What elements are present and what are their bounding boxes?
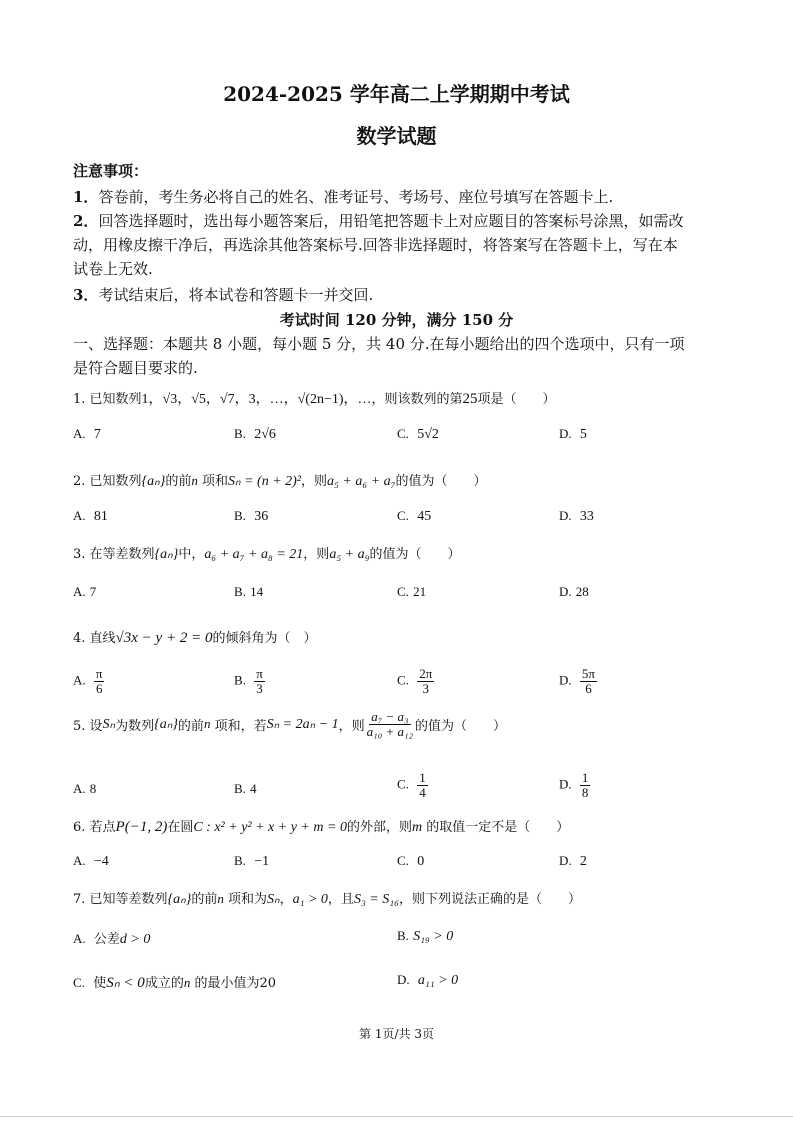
var-n: n — [203, 716, 211, 732]
q5-option-c[interactable] — [397, 771, 428, 799]
option-value: Sₙ < 0 — [106, 975, 145, 991]
sum-symbol: Sₙ — [267, 892, 280, 907]
stem-text: ，则 — [338, 718, 365, 734]
option-fraction: $\frac{1}{4}$ — [419, 770, 426, 800]
option-text: 的最小值为20 — [194, 976, 277, 991]
option-value: 28 — [575, 584, 589, 599]
option-value: 21 — [413, 584, 427, 599]
stem-text: 的值为（ ） — [415, 718, 507, 734]
stem-text: ， — [279, 892, 293, 907]
option-value: 4 — [250, 781, 257, 796]
option-value: S₁₉ > 0 — [413, 929, 454, 944]
question-7-stem — [73, 888, 581, 908]
sum-formula: Sₙ = (n + 2)² — [228, 474, 301, 489]
notice-heading: 注意事项： — [73, 162, 149, 180]
q4-option-a[interactable] — [73, 667, 104, 695]
option-value: 7 — [93, 427, 101, 442]
stem-text: ，且 — [327, 892, 354, 907]
option-fraction: $\frac{1}{8}$ — [581, 770, 589, 800]
option-label: A. — [73, 853, 86, 868]
circle-equation: C : x² + y² + x + y + m = 0 — [193, 820, 347, 835]
var-n: n — [191, 473, 198, 488]
q6-option-b[interactable] — [234, 853, 269, 870]
stem-text: ，则 — [301, 474, 328, 489]
q3-option-a[interactable] — [73, 584, 96, 600]
option-label: B. — [234, 781, 246, 796]
q5-option-b[interactable] — [234, 781, 257, 797]
option-label: C. — [397, 426, 409, 441]
stem-text: 的前 — [177, 718, 204, 734]
q3-option-c[interactable] — [397, 584, 426, 600]
option-label: D. — [559, 508, 572, 523]
option-label: B. — [234, 508, 246, 523]
option-fraction: $\frac{\pi}{6}$ — [95, 666, 103, 696]
notice-item-2-line1 — [73, 210, 683, 231]
option-label: C. — [73, 975, 85, 990]
option-fraction: $\frac{5\pi}{6}$ — [581, 666, 595, 696]
exam-title: 2024-2025 学年高二上学期期中考试 — [223, 82, 570, 106]
notice-item-text: 回答选择题时，选出每小题答案后，用铅笔把答题卡上对应题目的答案标号涂黑，如需改 — [98, 212, 684, 230]
option-value: 45 — [417, 509, 432, 524]
q3-option-d[interactable] — [559, 584, 589, 600]
option-value: 33 — [579, 509, 594, 524]
q2-option-a[interactable] — [73, 508, 108, 525]
q6-option-c[interactable] — [397, 853, 424, 870]
section-heading-line1: 一、选择题：本题共 8 小题，每小题 5 分，共 40 分.在每小题给出的四个选项中，只有一项 — [73, 335, 685, 353]
option-label: A. — [73, 781, 86, 796]
sequence-math: {aₙ} — [141, 474, 166, 489]
q7-option-a[interactable] — [73, 928, 150, 948]
stem-text: 中， — [178, 547, 205, 562]
q7-option-d[interactable] — [397, 972, 458, 989]
q1-option-b[interactable] — [234, 426, 276, 443]
stem-text: ，则 — [303, 547, 330, 562]
q4-option-c[interactable] — [397, 667, 434, 695]
option-label: D. — [559, 584, 572, 599]
option-label: A. — [73, 508, 86, 523]
q5-option-d[interactable] — [559, 771, 590, 799]
sequence-math: {aₙ} — [154, 547, 179, 562]
notice-item-2-line2: 动，用橡皮擦干净后，再选涂其他答案标号.回答非选择题时，将答案写在答题卡上，写在本 — [73, 236, 678, 254]
sequence-math: {aₙ} — [167, 892, 192, 907]
option-label: A. — [73, 426, 86, 441]
option-label: D. — [397, 972, 410, 987]
question-2-stem — [73, 470, 487, 490]
q5-option-a[interactable] — [73, 781, 96, 797]
option-label: D. — [559, 776, 572, 792]
stem-text: 1. 已知数列 — [73, 392, 142, 407]
exam-subtitle: 数学试题 — [356, 124, 437, 148]
option-value: 2√6 — [254, 427, 276, 442]
stem-text: ，则下列说法正确的是（ ） — [399, 892, 582, 907]
notice-item-text: 考试结束后，将本试卷和答题卡一并交回. — [98, 286, 374, 304]
stem-text: ，则该数列的第 — [371, 392, 463, 407]
sequence-math: {aₙ} — [154, 716, 178, 732]
notice-item-1 — [73, 186, 613, 207]
option-text: 使 — [93, 976, 107, 991]
stem-text: 3. 在等差数列 — [73, 547, 155, 562]
condition-math: Sₙ = 2aₙ − 1 — [266, 716, 339, 732]
question-4-stem — [73, 627, 316, 647]
option-value: 5√2 — [417, 427, 439, 442]
exam-info: 考试时间 120 分钟，满分 150 分 — [279, 311, 514, 329]
notice-item-text: 答卷前，考生务必将自己的姓名、准考证号、考场号、座位号填写在答题卡上. — [98, 188, 614, 206]
stem-text: 2. 已知数列 — [73, 474, 142, 489]
notice-item-3 — [73, 284, 373, 305]
option-label: B. — [234, 584, 246, 599]
condition-math: a₁ > 0 — [292, 892, 328, 907]
option-label: C. — [397, 672, 409, 688]
option-value: d > 0 — [119, 932, 151, 947]
option-fraction: $\frac{2\pi}{3}$ — [419, 666, 433, 696]
stem-text: 的值为（ ） — [369, 547, 461, 562]
notice-item-2-line3: 试卷上无效. — [73, 260, 153, 278]
q7-option-c[interactable] — [73, 972, 276, 992]
option-label: C. — [397, 853, 409, 868]
q1-option-c[interactable] — [397, 426, 439, 443]
option-label: D. — [559, 426, 572, 441]
section-heading-line2: 是符合题目要求的. — [73, 359, 198, 377]
stem-text: 的前 — [191, 892, 218, 907]
bottom-divider — [0, 1116, 793, 1117]
q3-option-b[interactable] — [234, 584, 263, 600]
option-value: 2 — [579, 854, 587, 869]
option-value: 14 — [250, 584, 264, 599]
point-math: P(−1, 2) — [115, 819, 168, 835]
q6-option-d[interactable] — [559, 853, 587, 870]
question-6-stem — [73, 816, 569, 836]
option-value: 36 — [254, 509, 269, 524]
option-value: 0 — [417, 854, 425, 869]
option-value: −1 — [254, 854, 270, 869]
option-label: B. — [397, 928, 409, 943]
option-label: C. — [397, 508, 409, 523]
notice-item-number: 2． — [73, 212, 99, 230]
q2-option-c[interactable] — [397, 508, 431, 525]
option-value: 5 — [579, 427, 587, 442]
stem-text: 的外部，则 — [346, 820, 412, 835]
option-value: a₁₁ > 0 — [417, 973, 459, 988]
q4-option-b[interactable] — [234, 667, 265, 695]
option-label: B. — [234, 853, 246, 868]
notice-item-number: 1． — [73, 188, 99, 206]
q4-option-d[interactable] — [559, 667, 597, 695]
stem-text: 的前 — [165, 474, 192, 489]
option-label: B. — [234, 672, 246, 688]
term-sum: a₅ + a₆ + a₇ — [327, 474, 396, 489]
sum-symbol: Sₙ — [102, 716, 116, 732]
option-fraction: $\frac{\pi}{3}$ — [256, 666, 263, 696]
stem-text: 为数列 — [115, 718, 155, 734]
question-5-stem — [73, 710, 506, 738]
term-sum: a₅ + a₉ — [329, 547, 370, 562]
stem-text: 的值为（ ） — [395, 474, 487, 489]
stem-text: 项是（ ） — [477, 392, 556, 407]
sequence-math: 1，√3，√5，√7，3，…，√(2n−1)，… — [141, 392, 372, 407]
stem-text: 项和为 — [227, 892, 267, 907]
q7-option-b[interactable] — [397, 928, 453, 945]
stem-text: 4. 直线 — [73, 631, 116, 646]
option-text: 公差 — [93, 932, 120, 947]
stem-text: 5. 设 — [73, 718, 103, 734]
stem-text: 7. 已知等差数列 — [73, 892, 168, 907]
ratio-fraction: $\frac{\text{a₇ − a₃}}{\text{a₁₀ + a₁₂}}$ — [366, 709, 414, 739]
option-text: 成立的 — [144, 976, 184, 991]
term-index: 25 — [462, 391, 478, 407]
option-value: 81 — [93, 509, 108, 524]
option-label: D. — [559, 853, 572, 868]
var-n: n — [183, 975, 191, 990]
option-label: B. — [234, 426, 246, 441]
q6-option-a[interactable] — [73, 853, 109, 870]
notice-item-number: 3． — [73, 286, 99, 304]
option-value: 8 — [89, 781, 97, 796]
option-label: C. — [397, 584, 409, 599]
question-3-stem — [73, 543, 461, 563]
var-m: m — [411, 820, 423, 835]
line-equation: √3x − y + 2 = 0 — [115, 630, 213, 646]
option-value: 7 — [89, 584, 97, 599]
var-n: n — [217, 891, 224, 906]
stem-text: 项和 — [201, 474, 228, 489]
q2-option-b[interactable] — [234, 508, 268, 525]
question-1-stem — [73, 388, 556, 408]
stem-text: 在圆 — [167, 820, 194, 835]
condition-math: a₆ + a₇ + a₈ = 21 — [204, 547, 304, 562]
option-label: A. — [73, 584, 86, 599]
q1-option-d[interactable] — [559, 426, 587, 443]
option-label: A. — [73, 931, 86, 946]
option-value: −4 — [93, 854, 109, 869]
stem-text: 项和，若 — [214, 718, 267, 734]
q1-option-a[interactable] — [73, 426, 101, 443]
option-label: C. — [397, 776, 409, 792]
page-footer: 第 1页/共 3页 — [359, 1027, 434, 1041]
option-label: A. — [73, 672, 86, 688]
q2-option-d[interactable] — [559, 508, 594, 525]
option-label: D. — [559, 672, 572, 688]
stem-text: 6. 若点 — [73, 820, 116, 835]
stem-text: 的倾斜角为（ ） — [212, 631, 317, 646]
stem-text: 的取值一定不是（ ） — [426, 820, 570, 835]
condition-math: S₃ = S₁₆ — [353, 892, 399, 907]
